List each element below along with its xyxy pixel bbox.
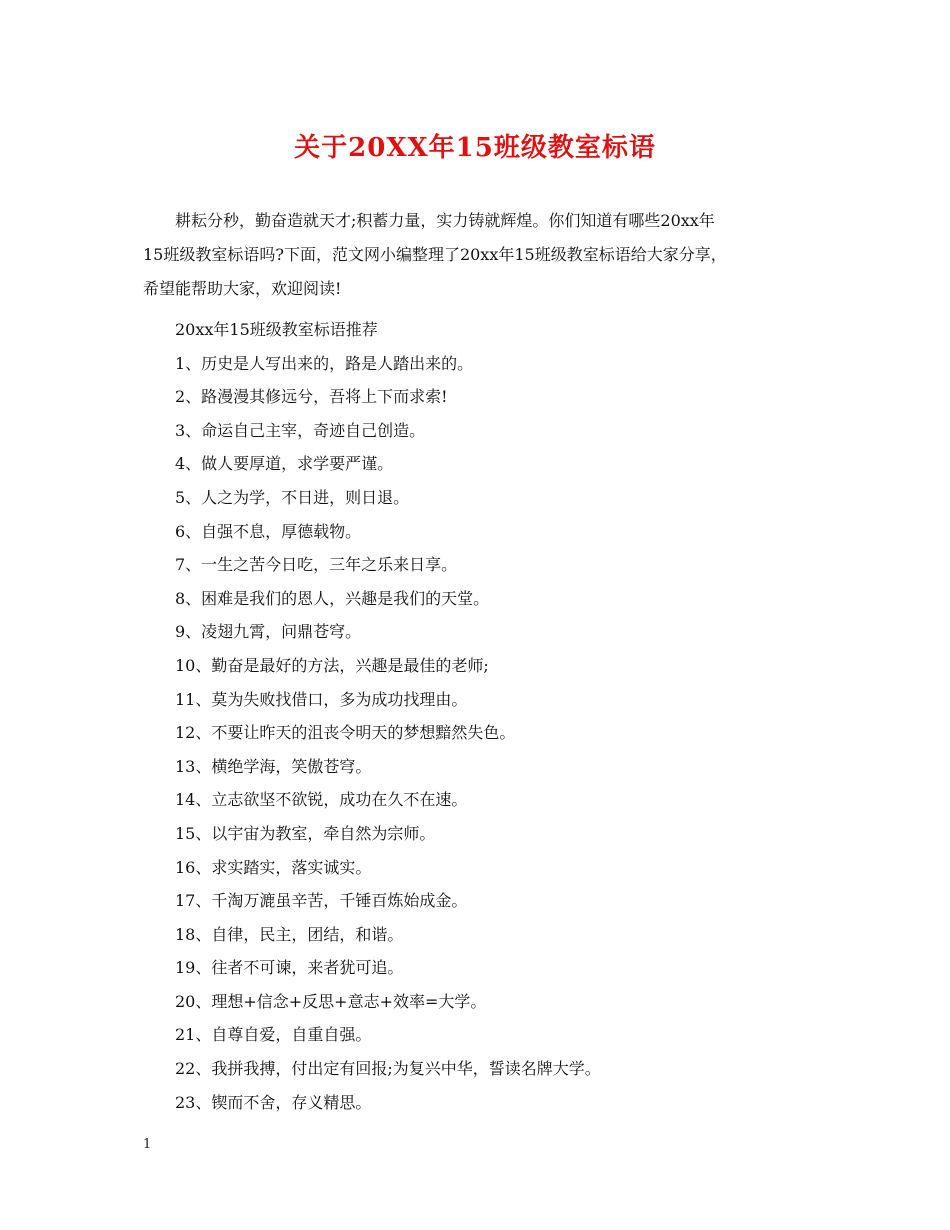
list-item: 3、命运自己主宰，奇迹自己创造。 <box>175 420 426 440</box>
list-item: 5、人之为学，不日进，则日退。 <box>175 487 410 507</box>
list-item: 11、莫为失败找借口，多为成功找理由。 <box>175 689 468 709</box>
list-item: 15、以宇宙为教室，牵自然为宗师。 <box>175 823 436 843</box>
list-item: 21、自尊自爱，自重自强。 <box>175 1025 372 1045</box>
list-item: 7、一生之苦今日吃，三年之乐来日享。 <box>175 555 458 575</box>
list-item: 19、往者不可谏，来者犹可追。 <box>175 958 404 978</box>
list-item: 23、锲而不舍，存义精思。 <box>175 1092 372 1112</box>
list-item: 20、理想+信念+反思+意志+效率=大学。 <box>175 991 487 1011</box>
intro-paragraph <box>143 204 813 306</box>
list-item: 18、自律，民主，团结，和谐。 <box>175 924 404 944</box>
page-number: 1 <box>143 1137 152 1152</box>
list-item: 13、横绝学海，笑傲苍穹。 <box>175 756 372 776</box>
list-item: 10、勤奋是最好的方法，兴趣是最佳的老师; <box>175 655 489 675</box>
section-heading: 20xx年15班级教室标语推荐 <box>175 320 378 339</box>
list-item: 6、自强不息，厚德载物。 <box>175 521 362 541</box>
list-item: 1、历史是人写出来的，路是人踏出来的。 <box>175 353 474 373</box>
intro-line: 希望能帮助大家，欢迎阅读! <box>143 279 342 298</box>
list-item: 16、求实踏实，落实诚实。 <box>175 857 372 877</box>
intro-line: 15班级教室标语吗?下面，范文网小编整理了20xx年15班级教室标语给大家分享， <box>143 245 727 264</box>
list-item: 17、千淘万漉虽辛苦，千锤百炼始成金。 <box>175 891 468 911</box>
list-item: 12、不要让昨天的沮丧令明天的梦想黯然失色。 <box>175 723 516 743</box>
list-item: 2、路漫漫其修远兮，吾将上下而求索! <box>175 387 448 407</box>
slogan-list <box>175 313 815 1119</box>
intro-line: 耕耘分秒，勤奋造就天才;积蓄力量，实力铸就辉煌。你们知道有哪些20xx年 <box>175 211 715 230</box>
list-item: 4、做人要厚道，求学要严谨。 <box>175 454 394 474</box>
list-item: 8、困难是我们的恩人，兴趣是我们的天堂。 <box>175 588 490 608</box>
list-item: 9、凌翅九霄，问鼎苍穹。 <box>175 622 362 642</box>
document-title: 关于20XX年15班级教室标语 <box>294 133 656 163</box>
list-item: 14、立志欲坚不欲锐，成功在久不在速。 <box>175 790 468 810</box>
list-item: 22、我拼我搏，付出定有回报;为复兴中华，誓读名牌大学。 <box>175 1059 601 1079</box>
